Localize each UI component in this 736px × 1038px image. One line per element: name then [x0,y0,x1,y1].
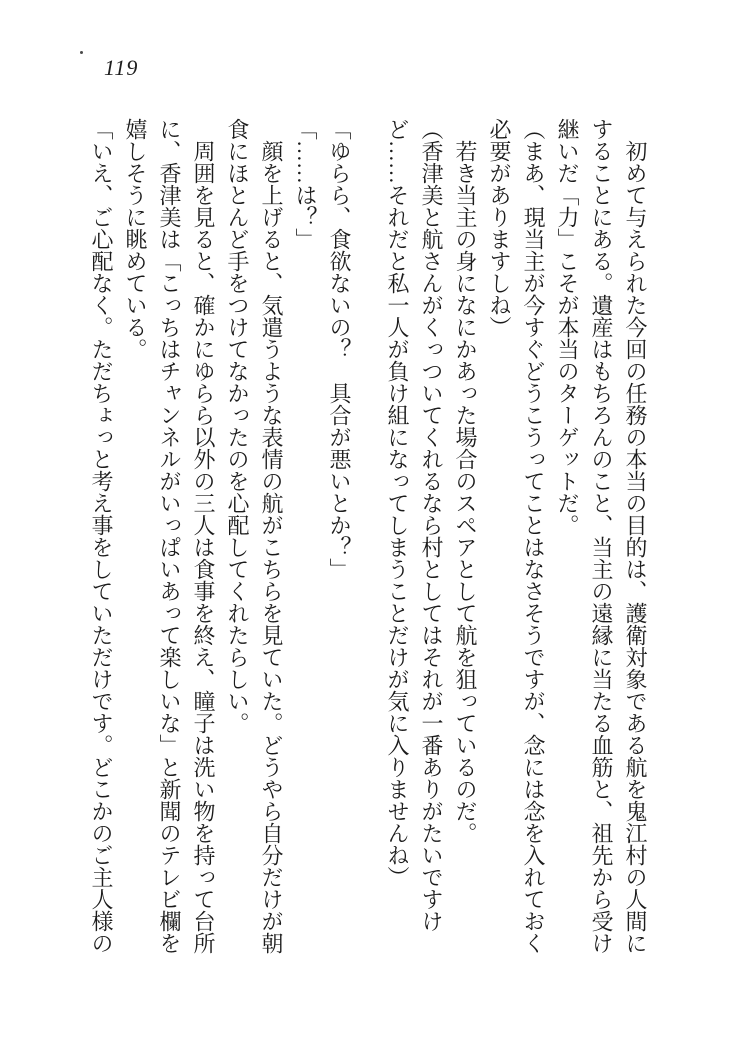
paragraph-parenthetical-2: （香津美と航さんがくっついてくれるなら村としてはそれが一番ありがたいですけど……それだと私一人が負け組になってしまうことだけが気に入りませんね） [385,118,444,932]
paragraph-dialogue-1: 「ゆらら、食欲ないの？ 具合が悪いとか？」 [327,118,352,580]
paragraph-dialogue-3: 「いえ、ご心配なく。ただちょっと考え事をしていただけです。どこかのご主人様の [89,118,114,954]
paragraph-dialogue-2: 「……は？」 [293,118,318,250]
paragraph-narration-1: 初めて与えられた今回の任務の本当の目的は、護衛対象である航を鬼江村の人間にすることにある。遺産はもちろんのこと、当主の遠縁に当たる血筋と、祖先から受け継いだ「力」こそが本当のターゲットだ。 [555,118,648,954]
scan-speck [80,51,83,54]
paragraph-parenthetical-1: （まあ、現当主が今すぐどうこうってことはなさそうですが、念には念を入れておく必要がありますしね） [487,118,546,954]
paragraph-narration-3: 顔を上げると、気遣うような表情の航がこちらを見ていた。どうやら自分だけが朝食にほとんど手をつけてなかったのを心配してくれたらしい。 [225,118,284,954]
paragraph-narration-4: 周囲を見ると、確かにゆらら以外の三人は食事を終え、瞳子は洗い物を持って台所に、香津美は「こっちはチャンネルがいっぱいあって楽しいな」と新聞のテレビ欄を嬉しそうに眺めている。 [123,118,216,954]
page-number: 119 [104,55,139,80]
page-text-block [84,118,652,957]
paragraph-narration-2: 若き当主の身になにかあった場合のスペアとして航を狙っているのだ。 [453,140,478,844]
